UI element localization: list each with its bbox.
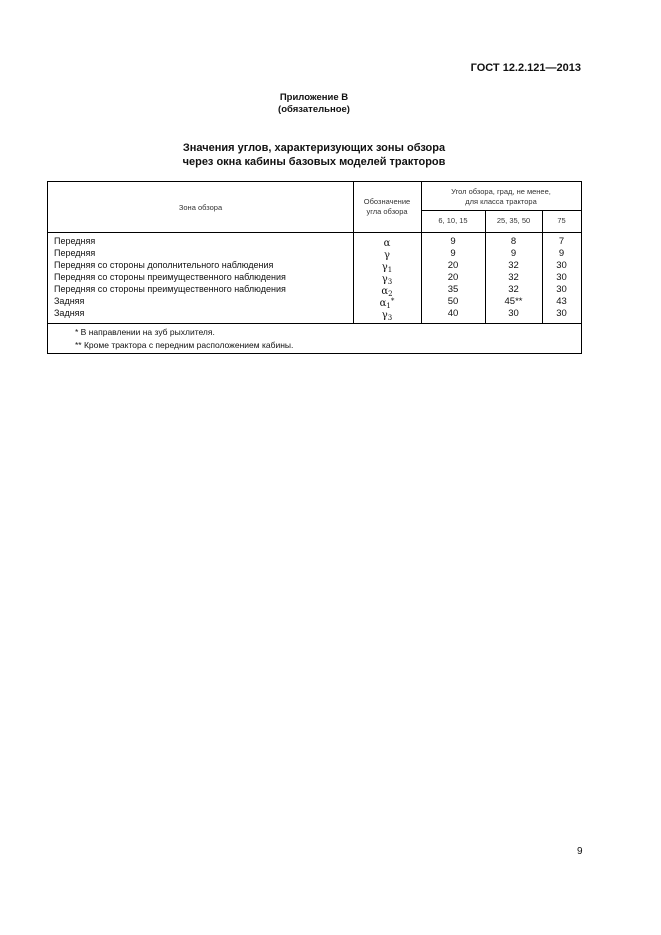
- symbol-header-line-1: Обозначение: [363, 197, 411, 206]
- value-class-2: 32: [508, 284, 519, 295]
- value-class-1: 20: [447, 272, 459, 283]
- value-class-1: 20: [447, 260, 459, 271]
- symbol-letter: α: [379, 298, 387, 309]
- value-class-3: 30: [556, 272, 567, 283]
- table-row: [48, 260, 581, 272]
- value-class-2: 45**: [504, 296, 523, 307]
- table-title-line-1: Значения углов, характеризующих зоны обзора: [182, 142, 446, 154]
- symbol-letter: α: [383, 238, 391, 249]
- table-row: [48, 296, 581, 308]
- zone-cell: Задняя: [54, 308, 85, 318]
- symbol-superscript: *: [390, 297, 395, 305]
- angle-header-line-1: Угол обзора, град, не менее,: [451, 187, 551, 196]
- symbol-cell: [353, 308, 421, 325]
- symbol-letter: γ: [384, 250, 390, 261]
- symbol-subscript: 1: [387, 266, 393, 274]
- value-class-1: 35: [447, 284, 459, 295]
- zone-cell: Передняя со стороны преимущественного наблюдения: [54, 284, 286, 294]
- angle-column-header: [421, 187, 581, 207]
- viewing-angles-table: [47, 181, 582, 354]
- symbol-subscript: 3: [387, 314, 393, 322]
- value-class-2: 8: [510, 236, 517, 247]
- zone-cell: Передняя: [54, 236, 96, 246]
- zone-column-header: Зона обзора: [178, 203, 223, 212]
- value-class-3: 7: [558, 236, 565, 247]
- value-class-2: 32: [508, 260, 519, 271]
- symbol-letter: γ: [381, 274, 388, 285]
- appendix-title: Приложение В: [279, 92, 349, 103]
- angle-header-line-2: для класса трактора: [465, 197, 537, 206]
- document-code: ГОСТ 12.2.121—2013: [470, 62, 581, 74]
- value-class-1: 9: [450, 236, 456, 247]
- symbol-column-header: [353, 197, 421, 217]
- table-row: [48, 284, 581, 296]
- footnote-2: ** Кроме трактора с передним расположением кабины.: [75, 340, 294, 350]
- zone-cell: Передняя со стороны дополнительного наблюдения: [54, 260, 274, 270]
- symbol-subscript: 1: [386, 302, 391, 310]
- value-class-3: 30: [556, 260, 567, 271]
- value-class-3: 30: [556, 284, 567, 295]
- zone-cell: Передняя: [54, 248, 96, 258]
- symbol-letter: γ: [381, 310, 388, 321]
- symbol-header-line-2: угла обзора: [366, 207, 408, 216]
- zone-cell: Передняя со стороны преимущественного наблюдения: [54, 272, 286, 282]
- value-class-3: 9: [558, 248, 565, 259]
- zone-cell: Задняя: [54, 296, 85, 306]
- symbol-subscript: 2: [388, 290, 393, 298]
- table-title: [0, 141, 628, 169]
- class-header-1: 6, 10, 15: [438, 216, 468, 225]
- value-class-1: 9: [450, 248, 456, 259]
- table-title-line-2: через окна кабины базовых моделей тракторов: [182, 156, 446, 168]
- appendix-status: (обязательное): [278, 104, 350, 115]
- page-number: 9: [577, 846, 583, 857]
- class-header-3: 75: [557, 216, 566, 225]
- value-class-1: 50: [447, 296, 459, 307]
- class-header-2: 25, 35, 50: [496, 216, 531, 225]
- value-class-2: 9: [510, 248, 517, 259]
- footnote-1: * В направлении на зуб рыхлителя.: [75, 327, 215, 337]
- body-bottom-rule: [48, 323, 581, 324]
- table-row: [48, 236, 581, 248]
- header-class-divider: [421, 210, 581, 211]
- table-row: [48, 308, 581, 320]
- header-bottom-rule: [48, 232, 581, 233]
- value-class-3: 30: [556, 308, 567, 319]
- appendix-heading: [0, 92, 628, 116]
- symbol-letter: α: [381, 286, 389, 297]
- table-row: [48, 248, 581, 260]
- table-row: [48, 272, 581, 284]
- value-class-2: 30: [508, 308, 519, 319]
- value-class-2: 32: [508, 272, 519, 283]
- symbol-letter: γ: [381, 262, 388, 273]
- symbol-subscript: 3: [387, 278, 393, 286]
- value-class-1: 40: [447, 308, 459, 319]
- value-class-3: 43: [556, 296, 567, 307]
